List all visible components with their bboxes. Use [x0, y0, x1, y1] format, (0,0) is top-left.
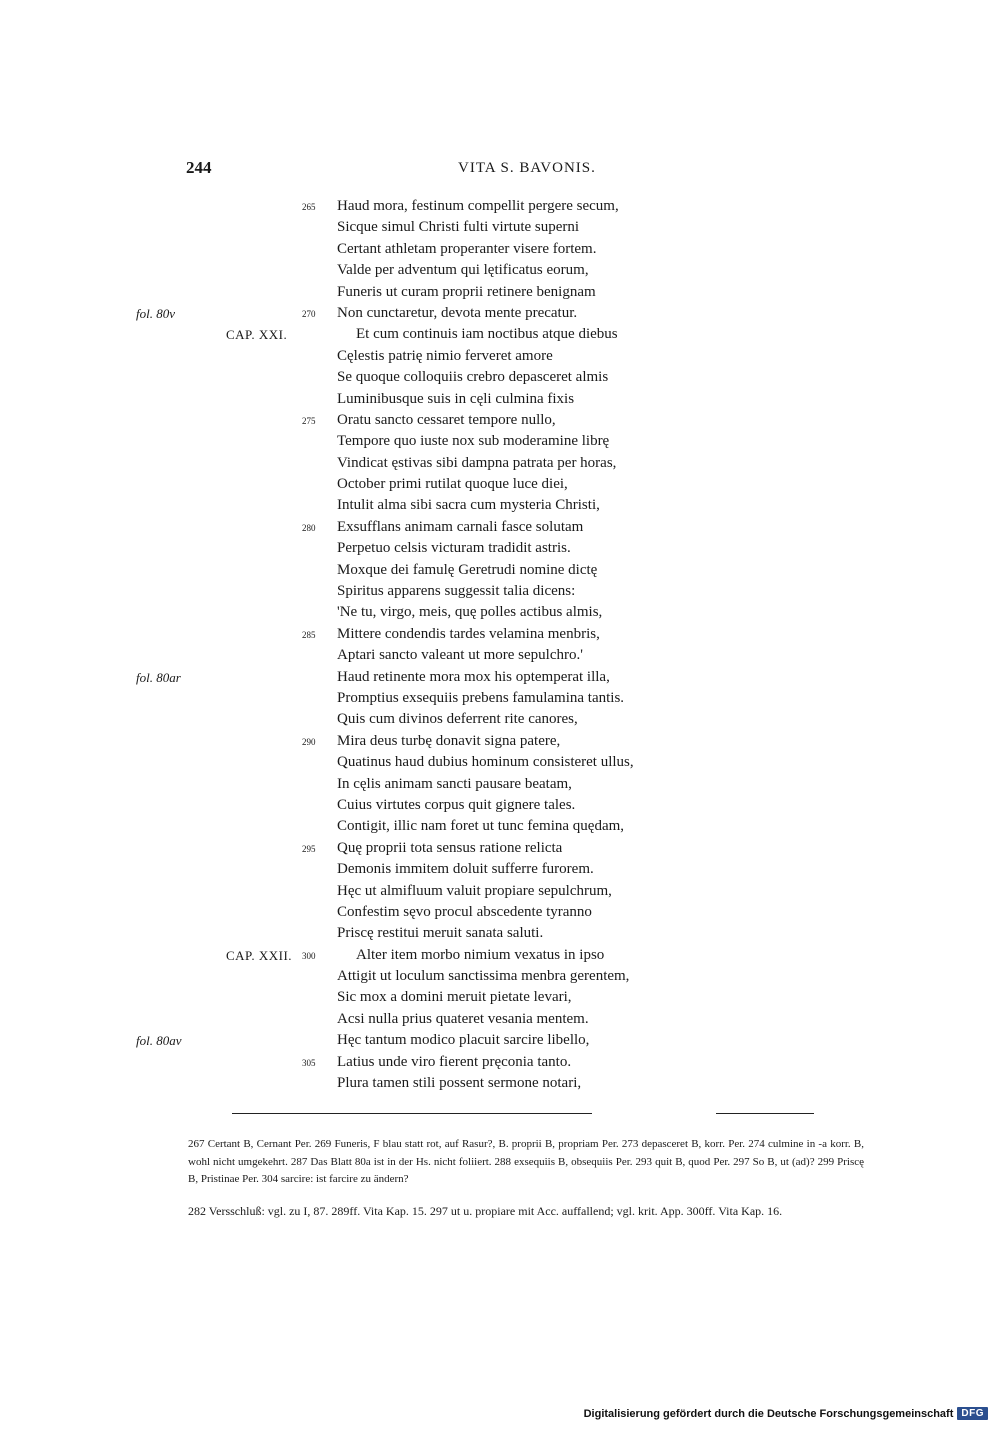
verse-text: Aptari sancto valeant ut more sepulchro.' [337, 647, 583, 664]
verse-line [0, 453, 1000, 474]
verse-line [0, 495, 1000, 516]
verse-line [0, 217, 1000, 238]
verse-line [0, 795, 1000, 816]
verse-text: Moxque dei famulę Geretrudi nomine dictę [337, 561, 598, 578]
verse-line [0, 282, 1000, 303]
verse-text: Hęc ut almifluum valuit propiare sepulchrum, [337, 882, 612, 899]
verse-text: Luminibusque suis in cęli culmina fixis [337, 390, 575, 407]
verse-text: Valde per adventum qui lętificatus eorum, [337, 262, 589, 279]
verse-text: Mittere condendis tardes velamina menbris, [337, 625, 600, 642]
verse-text: October primi rutilat quoque luce diei, [337, 476, 568, 493]
verse-line [0, 966, 1000, 987]
verse-text: Attigit ut loculum sanctissima menbra gerentem, [337, 968, 630, 985]
page-number: 244 [186, 158, 212, 177]
verse-text: Cuius virtutes corpus quit gignere tales. [337, 796, 576, 813]
verse-text: Quę proprii tota sensus ratione relicta [337, 839, 563, 856]
folio-marker: fol. 80av [136, 1033, 182, 1049]
verse-line [0, 389, 1000, 410]
line-number: 270 [302, 308, 316, 319]
chapter-marker: CAP. XXI. [226, 327, 288, 343]
verse-text: Non cunctaretur, devota mente precatur. [337, 304, 578, 321]
folio-marker: fol. 80v [136, 305, 175, 321]
verse-text: Latius unde viro fierent pręconia tanto. [337, 1053, 572, 1070]
verse-text: 'Ne tu, virgo, meis, quę polles actibus almis, [337, 604, 603, 621]
line-number: 295 [302, 843, 316, 854]
verse-line [0, 816, 1000, 837]
verse-text: Vindicat ęstivas sibi dampna patrata per horas, [337, 454, 617, 471]
line-number: 290 [302, 736, 316, 747]
verse-line [0, 709, 1000, 730]
folio-marker: fol. 80ar [136, 669, 181, 685]
verse-text: Haud retinente mora mox his optemperat illa, [337, 668, 610, 685]
running-title: VITA S. BAVONIS. [458, 160, 596, 176]
verse-text: Perpetuo celsis victuram tradidit astris. [337, 540, 571, 557]
footer-banner [584, 1407, 988, 1420]
verse-line [0, 410, 1000, 431]
verse-line [0, 346, 1000, 367]
verse-text: Spiritus apparens suggessit talia dicens: [337, 583, 576, 600]
verse-line [0, 987, 1000, 1008]
line-number: 285 [302, 629, 316, 640]
verse-line [0, 602, 1000, 623]
line-number: 280 [302, 522, 316, 533]
line-number: 300 [302, 950, 316, 961]
verse-text: Priscę restitui meruit sanata saluti. [337, 925, 544, 942]
verse-text: Cęlestis patrię nimio ferveret amore [337, 347, 553, 364]
verse-line [0, 752, 1000, 773]
verse-line [0, 881, 1000, 902]
verse-line [0, 538, 1000, 559]
verse-line [0, 945, 1000, 966]
verse-line [0, 367, 1000, 388]
verse-text: Plura tamen stili possent sermone notari, [337, 1075, 582, 1092]
line-number: 275 [302, 415, 316, 426]
verse-line [0, 645, 1000, 666]
verse-text: Se quoque colloquiis crebro depasceret almis [337, 369, 609, 386]
verse-text: In cęlis animam sancti pausare beatam, [337, 775, 572, 792]
commentary-notes: 282 Versschluß: vgl. zu I, 87. 289ff. Vita Kap. 15. 297 ut u. propiare mit Acc. auffallend; vgl. krit. App. 300ff. Vita Kap. 16. [188, 1203, 783, 1218]
verse-text: Alter item morbo nimium vexatus in ipso [356, 946, 605, 963]
verse-line [0, 1073, 1000, 1094]
verse-text: Quatinus haud dubius hominum consisteret ullus, [337, 754, 634, 771]
verse-line [0, 260, 1000, 281]
footer-text: Digitalisierung gefördert durch die Deutsche Forschungsgemeinschaft [583, 1407, 954, 1420]
verse-text: Confestim sęvo procul abscedente tyranno [337, 903, 592, 920]
verse-line [0, 838, 1000, 859]
verse-text: Et cum continuis iam noctibus atque diebus [356, 326, 618, 343]
verse-text: Intulit alma sibi sacra cum mysteria Christi, [337, 497, 600, 514]
verse-line [0, 624, 1000, 645]
verse-line [0, 474, 1000, 495]
line-number: 305 [302, 1057, 316, 1068]
footnote-rule-right [716, 1113, 814, 1114]
verse-line [0, 560, 1000, 581]
verse-text: Sicque simul Christi fulti virtute superni [337, 219, 580, 236]
verse-line [0, 324, 1000, 345]
verse-line [0, 688, 1000, 709]
verse-line [0, 196, 1000, 217]
verse-text: Funeris ut curam proprii retinere benignam [337, 283, 596, 300]
verse-text: Tempore quo iuste nox sub moderamine librę [337, 433, 610, 450]
verse-text: Contigit, illic nam foret ut tunc femina quędam, [337, 818, 625, 835]
verse-text: Oratu sancto cessaret tempore nullo, [337, 411, 556, 428]
critical-apparatus: 267 Certant B, Cernant Per. 269 Funeris, F blau statt rot, auf Rasur?, B. proprii B, propriam Per. 273 depasceret B, korr. Per. 274 culmine in -a korr. B, wohl nicht umgekehrt. 287 Das Blatt 80a ist in der Hs. nicht foliiert. 288 exsequiis B, obsequiis Per. 293 quit B, quod Per. 297 So B, ut (ad)? 299 Priscę B, Pristinae Per. 304 sarcire: ist farcire zu ändern? [188, 1138, 864, 1185]
verse-line [0, 581, 1000, 602]
verse-text: Acsi nulla prius quateret vesania mentem. [337, 1010, 589, 1027]
dfg-logo-icon: DFG [957, 1407, 988, 1420]
verse-line [0, 859, 1000, 880]
verse-line [0, 923, 1000, 944]
footnotes [188, 1136, 864, 1220]
verse-block [0, 196, 1000, 1094]
verse-line [0, 667, 1000, 688]
verse-text: Hęc tantum modico placuit sarcire libello, [337, 1032, 590, 1049]
verse-text: Promptius exsequiis prebens famulamina tantis. [337, 689, 625, 706]
line-number: 265 [302, 202, 316, 212]
verse-line [0, 1009, 1000, 1030]
verse-line [0, 431, 1000, 452]
verse-text: Sic mox a domini meruit pietate levari, [337, 989, 572, 1006]
verse-line [0, 774, 1000, 795]
chapter-marker: CAP. XXII. [226, 947, 293, 963]
verse-text: Mira deus turbę donavit signa patere, [337, 732, 561, 749]
verse-text: Demonis immitem doluit sufferre furorem. [337, 861, 594, 878]
verse-text: Haud mora, festinum compellit pergere secum, [337, 198, 619, 214]
verse-line [0, 731, 1000, 752]
verse-text: Exsufflans animam carnali fasce solutam [337, 518, 584, 535]
verse-line [0, 1030, 1000, 1051]
verse-line [0, 902, 1000, 923]
verse-line [0, 1052, 1000, 1073]
verse-text: Quis cum divinos deferrent rite canores, [337, 711, 578, 728]
verse-line [0, 303, 1000, 324]
footnote-rule [232, 1113, 592, 1114]
verse-text: Certant athletam properanter visere fortem. [337, 240, 597, 257]
verse-line [0, 517, 1000, 538]
verse-line [0, 239, 1000, 260]
